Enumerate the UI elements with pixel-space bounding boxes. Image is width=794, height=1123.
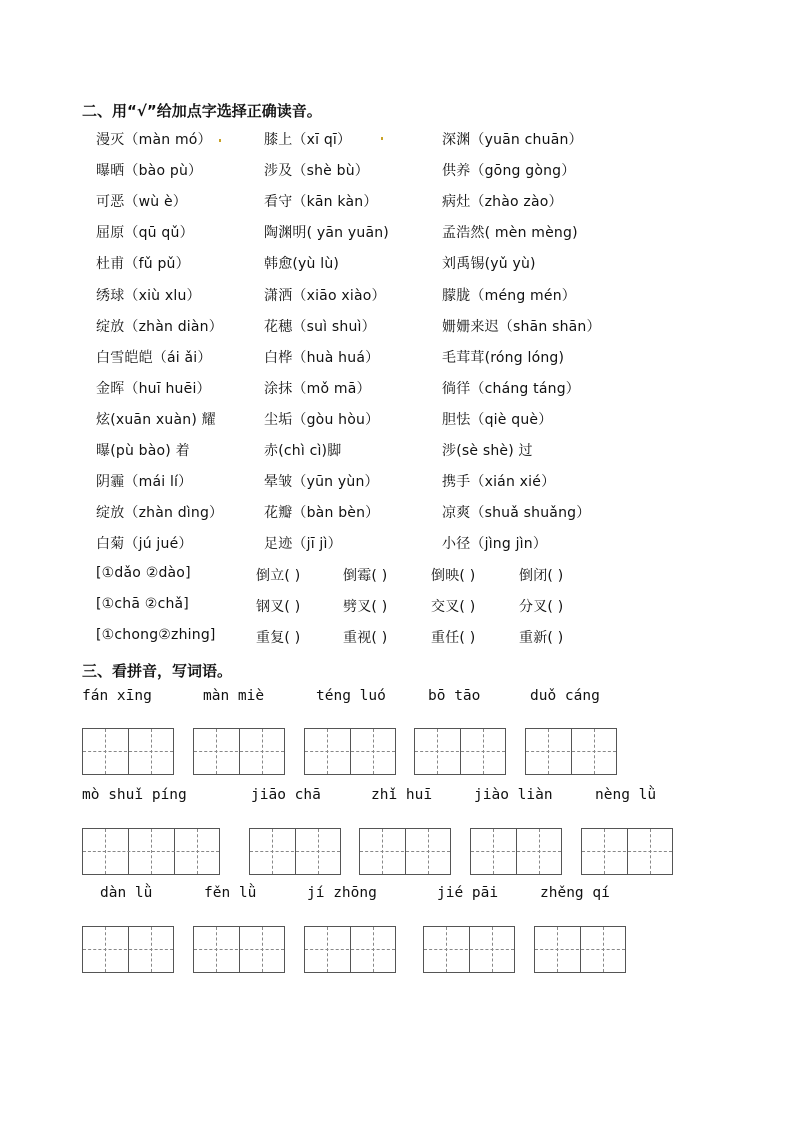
writing-box[interactable]: [304, 926, 396, 973]
pinyin-prompt: fěn lǜ: [204, 885, 257, 901]
pronunciation-item: 赤(chì cì)脚: [264, 443, 342, 459]
pinyin-prompt: jiào liàn: [474, 787, 553, 803]
pronunciation-item: 刘禹锡(yǔ yù): [442, 256, 536, 273]
box-guide: [83, 949, 173, 950]
pronunciation-item: 绽放（zhàn dìng）: [96, 505, 224, 522]
pronunciation-item: 胆怯（qiè què）: [442, 411, 553, 428]
pronunciation-item: 白桦（huà huá）: [264, 349, 380, 366]
pronunciation-item: 花瓣（bàn bèn）: [264, 505, 380, 522]
pronunciation-item: 病灶（zhào zào）: [442, 194, 563, 211]
pronunciation-item: 花穗（suì shuì）: [264, 318, 376, 335]
pronunciation-item: 潇洒（xiāo xiào）: [264, 287, 386, 304]
writing-box[interactable]: [304, 728, 396, 775]
pronunciation-item: 可恶（wù è）: [96, 194, 187, 211]
pronunciation-item: 曝晒（bào pù）: [96, 163, 203, 180]
pinyin-prompt: téng luó: [316, 688, 386, 704]
pinyin-prompt: zhěng qí: [540, 885, 610, 901]
box-guide: [415, 751, 505, 752]
emphasis-dot: [219, 139, 221, 142]
pronunciation-item: 深渊（yuān chuān）: [442, 132, 583, 148]
writing-box[interactable]: [82, 728, 174, 775]
box-guide: [535, 949, 625, 950]
box-guide: [194, 949, 284, 950]
box-guide: [250, 851, 340, 852]
polyphonic-word-blank[interactable]: 倒映( ): [431, 568, 476, 584]
pinyin-prompt: mò shuǐ píng: [82, 787, 187, 803]
writing-box[interactable]: [249, 828, 341, 875]
pronunciation-item: 小径（jìng jìn）: [442, 536, 548, 553]
polyphonic-word-blank[interactable]: 倒立( ): [256, 568, 301, 584]
pronunciation-item: 涉(sè shè) 过: [442, 443, 533, 459]
pronunciation-item: 看守（kān kàn）: [264, 194, 378, 211]
writing-box[interactable]: [193, 926, 285, 973]
pronunciation-item: 白雪皑皑（ái ǎi）: [96, 349, 212, 366]
pinyin-prompt: zhǐ huī: [371, 787, 433, 803]
pinyin-prompt: fán xīng: [82, 688, 152, 704]
emphasis-dot: [381, 137, 383, 140]
pinyin-prompt: duǒ cáng: [530, 688, 600, 704]
pinyin-prompt: dàn lǜ: [100, 885, 153, 901]
writing-box[interactable]: [534, 926, 626, 973]
pinyin-prompt: jiāo chā: [251, 787, 321, 803]
polyphonic-word-blank[interactable]: 分叉( ): [519, 599, 564, 615]
pronunciation-item: 晕皱（yūn yùn）: [264, 474, 379, 491]
pronunciation-item: 供养（gōng gòng）: [442, 163, 576, 180]
box-guide: [83, 851, 219, 852]
pronunciation-item: 绽放（zhàn diàn）: [96, 318, 223, 335]
box-guide: [83, 751, 173, 752]
writing-box[interactable]: [423, 926, 515, 973]
pronunciation-item: 孟浩然( mèn mèng): [442, 225, 578, 242]
polyphonic-word-blank[interactable]: 钢叉( ): [256, 599, 301, 615]
pronunciation-item: 尘垢（gòu hòu）: [264, 411, 380, 428]
pinyin-prompt: jí zhōng: [307, 885, 377, 901]
section3-title: 三、看拼音，写词语。: [82, 662, 233, 680]
pronunciation-item: 漫灭（màn mó）: [96, 132, 212, 148]
polyphonic-word-blank[interactable]: 重新( ): [519, 630, 564, 646]
pronunciation-item: 白菊（jú jué）: [96, 536, 193, 553]
pinyin-prompt: nèng lǜ: [595, 787, 657, 803]
pronunciation-item: 足迹（jī jì）: [264, 536, 342, 553]
polyphonic-word-blank[interactable]: 倒霉( ): [343, 568, 388, 584]
pronunciation-item: 曝(pù bào) 着: [96, 443, 190, 459]
writing-box[interactable]: [470, 828, 562, 875]
writing-box[interactable]: [82, 926, 174, 973]
pronunciation-item: 姗姗来迟（shān shān）: [442, 318, 601, 335]
pinyin-prompt: jié pāi: [437, 885, 499, 901]
writing-box[interactable]: [359, 828, 451, 875]
pronunciation-item: 携手（xián xié）: [442, 474, 556, 491]
polyphonic-word-blank[interactable]: 劈叉( ): [343, 599, 388, 615]
pronunciation-item: 屈原（qū qǔ）: [96, 225, 194, 242]
polyphonic-word-blank[interactable]: 重任( ): [431, 630, 476, 646]
pronunciation-item: 杜甫（fǔ pǔ）: [96, 256, 190, 273]
pronunciation-item: 阴霾（mái lí）: [96, 474, 193, 491]
pronunciation-item: 朦胧（méng mén）: [442, 287, 576, 304]
writing-box[interactable]: [525, 728, 617, 775]
polyphonic-word-blank[interactable]: 重视( ): [343, 630, 388, 646]
polyphonic-word-blank[interactable]: 交叉( ): [431, 599, 476, 615]
pronunciation-item: 绣球（xiù xlu）: [96, 287, 201, 304]
polyphonic-options: [①dǎo ②dào]: [96, 565, 191, 581]
pronunciation-item: 韩愈(yù lù): [264, 256, 340, 273]
box-guide: [526, 751, 616, 752]
writing-box[interactable]: [82, 828, 220, 875]
pinyin-prompt: bō tāo: [428, 688, 481, 704]
polyphonic-word-blank[interactable]: 倒闭( ): [519, 568, 564, 584]
box-guide: [360, 851, 450, 852]
pronunciation-item: 涉及（shè bù）: [264, 163, 369, 180]
polyphonic-word-blank[interactable]: 重复( ): [256, 630, 301, 646]
writing-box[interactable]: [193, 728, 285, 775]
box-guide: [305, 949, 395, 950]
pronunciation-item: 毛茸茸(róng lóng): [442, 349, 565, 366]
box-guide: [471, 851, 561, 852]
section2-title: 二、用“√”给加点字选择正确读音。: [82, 102, 322, 120]
box-guide: [194, 751, 284, 752]
pronunciation-item: 炫(xuān xuàn) 耀: [96, 411, 216, 428]
polyphonic-options: [①chā ②chǎ]: [96, 596, 189, 612]
pronunciation-item: 金晖（huī huēi）: [96, 380, 211, 397]
pinyin-prompt: màn miè: [203, 688, 265, 704]
box-guide: [305, 751, 395, 752]
writing-box[interactable]: [414, 728, 506, 775]
pronunciation-item: 徜徉（cháng táng）: [442, 380, 580, 397]
pronunciation-item: 凉爽（shuǎ shuǎng）: [442, 505, 591, 522]
pronunciation-item: 膝上（xī qī）: [264, 132, 352, 148]
polyphonic-options: [①chong②zhing]: [96, 627, 216, 643]
box-guide: [424, 949, 514, 950]
pronunciation-item: 涂抹（mǒ mā）: [264, 380, 371, 397]
pronunciation-item: 陶渊明( yān yuān): [264, 225, 389, 242]
writing-box[interactable]: [581, 828, 673, 875]
box-guide: [582, 851, 672, 852]
